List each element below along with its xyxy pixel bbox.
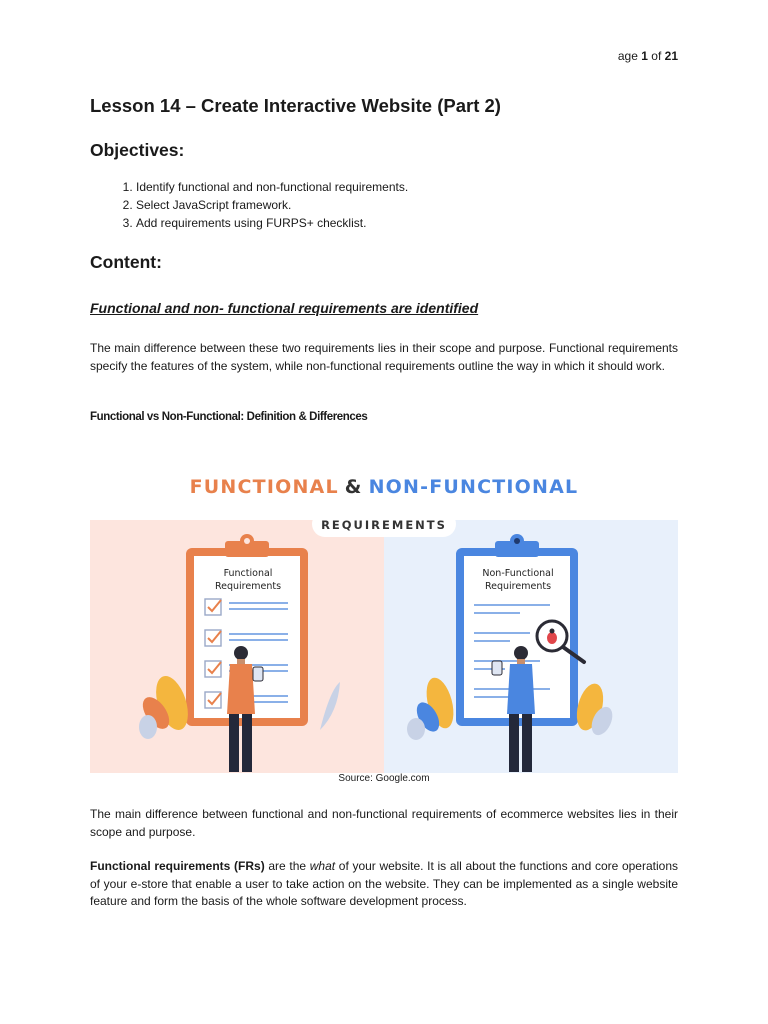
figure-title-right: NON-FUNCTIONAL [368,476,579,498]
paragraph-3-part1: are the [264,859,310,873]
banner-text: REQUIREMENTS [321,518,447,532]
objectives-heading: Objectives: [90,140,185,160]
page-total: 21 [664,49,678,63]
paragraph-3 [90,858,678,911]
right-card-line2: Requirements [484,581,552,592]
page-number-prefix: age [617,49,638,63]
section-title: Functional and non- functional requirements are identified [90,300,479,316]
objective-item: 3. Add requirements using FURPS+ checklist. [136,214,408,232]
objective-item: 1. Identify functional and non-functional requirements. [136,178,408,196]
left-card-line1: Functional [223,568,273,579]
page-of-label: of [651,49,662,63]
figure-title [190,476,579,498]
paragraph-3-italic: what [309,859,336,873]
left-card-line2: Requirements [214,581,282,592]
figure-title-left: FUNCTIONAL [189,476,339,498]
lesson-title: Lesson 14 – Create Interactive Website (Part 2) [90,95,501,116]
paragraph-2: The main difference between functional and non-functional requirements of ecommerce websites lies in their scope and purpose. [90,807,678,839]
objectives-list [112,178,408,232]
paragraph-3-part2: of your website. It is all about the functions and core operations of your e-store that enable a user to take action on the website. They can be implemented as a single website feature and form the basis of the whole software development process. [90,859,679,908]
figure-title-amp: & [344,476,363,498]
page-number [618,49,678,63]
intro-paragraph: The main difference between these two requirements lies in their scope and purpose. Functional requirements specify the features of the system, while non-functional requirements outline the way in which it should work. [90,341,678,373]
figure-caption: Source: Google.com [338,773,430,784]
objective-item: 2. Select JavaScript framework. [136,196,408,214]
page-current: 1 [641,49,648,63]
subheading: Functional vs Non-Functional: Definition & Differences [90,411,368,423]
requirements-illustration [90,445,678,773]
paragraph-3-bold: Functional requirements (FRs) [90,859,265,873]
content-heading: Content: [90,252,162,272]
right-card-line1: Non-Functional [482,568,554,579]
